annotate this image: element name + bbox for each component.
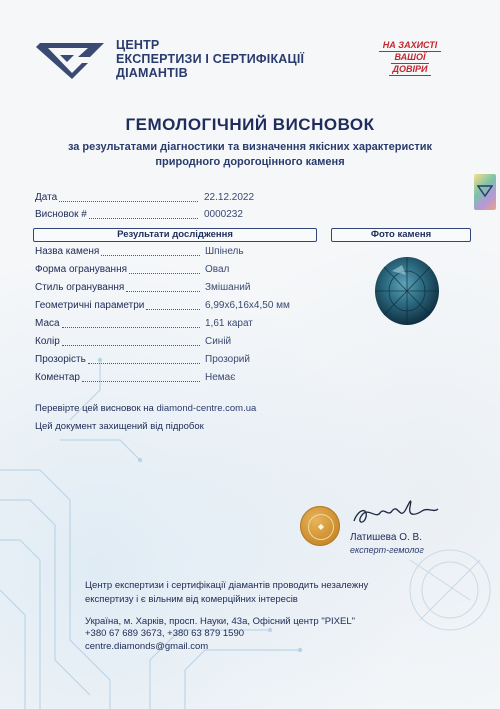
property-label: Маса [35,318,60,329]
footer-email[interactable]: centre.diamonds@gmail.com [85,641,209,652]
signer-name: Латишева О. В. [350,532,422,543]
gemstone-photo [372,255,442,327]
property-value: Овал [205,264,230,275]
property-value: 6,99x6,16x4,50 мм [205,300,290,311]
date-row [35,191,200,205]
date-label: Дата [35,192,58,203]
diamond-logo-icon [34,37,110,83]
signer-role: експерт-гемолог [350,545,424,555]
property-label: Коментар [35,372,80,383]
property-row [35,371,202,385]
dotted-leader [62,345,200,346]
property-label: Геометричні параметри [35,300,145,311]
property-value: Прозорий [205,354,250,365]
slogan-line-2: ВАШОЇ [391,52,430,64]
verify-notice [35,402,256,415]
hologram-logo-icon [477,184,493,198]
property-value: Немає [205,372,236,383]
dotted-leader [89,217,198,219]
subtitle-line-1: за результатами діагностики та визначення якісних характеристик [67,141,433,153]
organization-name [116,38,346,80]
property-label: Форма огранування [35,264,128,275]
property-row [35,335,202,349]
official-seal [300,506,340,546]
footer-phones: +380 67 689 3673, +380 63 879 1590 [85,628,245,639]
property-row [35,299,202,313]
property-value: Шпінель [205,246,244,257]
property-row [35,317,202,331]
property-label: Прозорість [35,354,86,365]
property-value: 1,61 карат [205,318,253,329]
dotted-leader [62,327,200,328]
slogan [360,40,460,76]
property-row [35,281,202,295]
dotted-leader [101,255,200,256]
dotted-leader [82,381,200,382]
handwritten-signature [346,493,441,531]
footer-statement-line-1: Центр експертизи і сертифікації діамантів проводить незалежну [85,580,369,591]
property-row [35,263,202,277]
protection-notice: Цей документ захищений від підробок [35,421,204,432]
number-label: Висновок # [35,209,87,220]
footer-address: Україна, м. Харків, просп. Науки, 43а, Офісний центр "PIXEL" [85,616,356,627]
photo-section-header: Фото каменя [331,228,471,242]
dotted-leader [129,273,200,274]
date-value: 22.12.2022 [204,192,255,203]
seal-emblem-icon: ◆ [308,514,334,540]
verify-text: Перевірте цей висновок на [35,403,154,414]
property-label: Назва каменя [35,246,100,257]
dotted-leader [59,200,198,202]
property-value: Змішаний [205,282,251,293]
number-value: 0000232 [204,209,243,220]
results-section-header: Результати дослідження [33,228,317,242]
document-subtitle [20,140,480,170]
org-line-2: ЕКСПЕРТИЗИ І СЕРТИФІКАЦІЇ [116,52,305,66]
dotted-leader [88,363,200,364]
property-label: Колір [35,336,60,347]
org-line-1: ЦЕНТР [116,38,160,52]
slogan-line-3: ДОВІРИ [389,64,432,76]
footer-statement-line-2: експертизу і є вільним від комерційних інтересів [85,594,298,605]
property-row [35,353,202,367]
number-row [35,208,200,222]
hologram-sticker [474,174,496,210]
slogan-line-1: НА ЗАХИСТІ [379,40,441,52]
dotted-leader [146,309,200,310]
verify-site-link[interactable]: diamond-centre.com.ua [156,403,257,414]
property-label: Стиль огранування [35,282,125,293]
property-row [35,245,202,259]
org-line-3: ДІАМАНТІВ [116,66,188,80]
property-value: Синій [205,336,232,347]
subtitle-line-2: природного дорогоцінного каменя [155,156,345,168]
document-title: ГЕМОЛОГІЧНИЙ ВИСНОВОК [125,115,375,134]
dotted-leader [126,291,200,292]
